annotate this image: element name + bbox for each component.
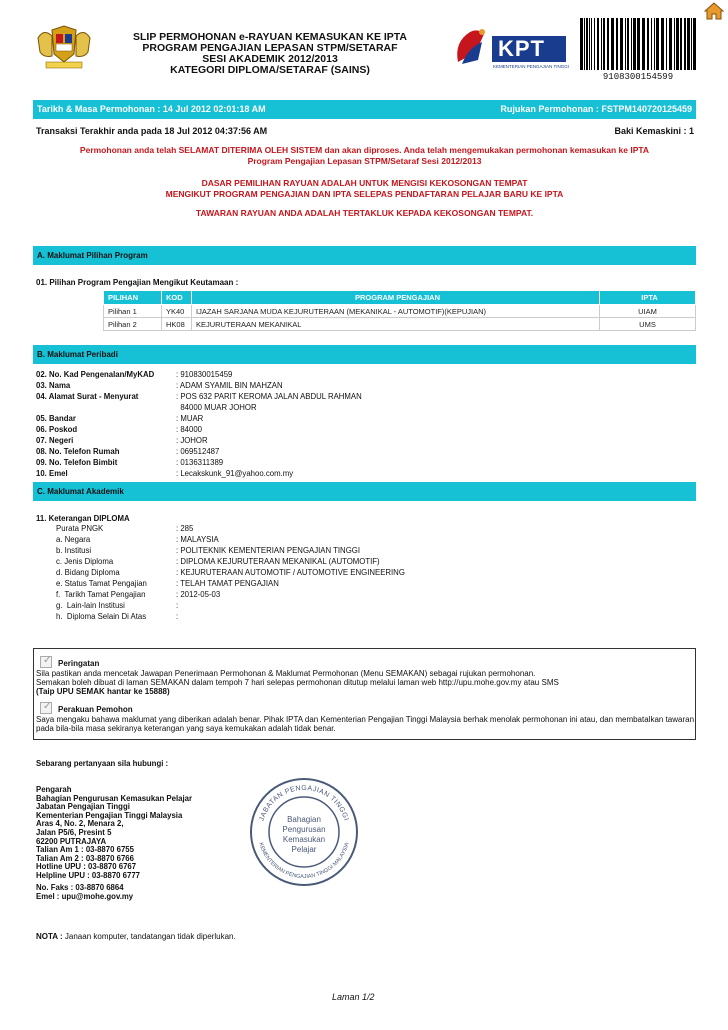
- barcode-bar: [651, 18, 652, 70]
- program-choice-subtitle: 01. Pilihan Program Pengajian Mengikut Keutamaan :: [36, 278, 239, 287]
- svg-text:JABATAN PENGAJIAN TINGGI: JABATAN PENGAJIAN TINGGI: [258, 784, 350, 822]
- note-text: Janaan komputer, tandatangan tidak diperlukan.: [62, 932, 236, 941]
- contact-phones: Talian Am 1 : 03-8870 6755 Talian Am 2 : 03-8870 6766 Hotline UPU : 03-8870 6767 Helpline UPU : 03-8870 6777: [36, 845, 141, 880]
- barcode-bar: [611, 18, 614, 70]
- field-label: h. Diploma Selain Di Atas: [56, 612, 147, 621]
- kpt-logo-text: KPT: [498, 36, 545, 61]
- application-date: Tarikh & Masa Permohonan : 14 Jul 2012 02:01:18 AM: [37, 104, 266, 114]
- field-label: c. Jenis Diploma: [56, 557, 114, 566]
- field-label: e. Status Tamat Pengajian: [56, 579, 147, 588]
- home-icon[interactable]: [704, 2, 724, 20]
- warning-line-2: Semakan boleh dibuat di laman SEMAKAN dalam tempoh 7 hari selepas permohonan ditutup melalui laman web http://upu.mohe.gov.my atau SMS: [36, 678, 559, 687]
- barcode-bar: [620, 18, 623, 70]
- barcode: [578, 18, 698, 70]
- section-a-header: [33, 246, 696, 265]
- notice-line-5: TAWARAN RAYUAN ANDA ADALAH TERTAKLUK KEPADA KEKOSONGAN TEMPAT.: [195, 208, 534, 218]
- barcode-bar: [676, 18, 679, 70]
- field-value: :: [176, 612, 179, 621]
- declaration-line-2: pada bila-bila masa sekiranya keterangan yang saya kemukakan adalah tidak benar.: [36, 724, 336, 733]
- barcode-bar: [691, 18, 692, 70]
- official-stamp: [248, 776, 360, 888]
- barcode-bar: [687, 18, 690, 70]
- field-value: : JOHOR: [176, 436, 208, 445]
- col-header-code: KOD: [162, 291, 192, 305]
- col-header-ipta: IPTA: [600, 291, 696, 305]
- notice-line-4: MENGIKUT PROGRAM PENGAJIAN DAN IPTA SELEPAS PENDAFTARAN PELAJAR BARU KE IPTA: [165, 189, 564, 199]
- barcode-bar: [693, 18, 696, 70]
- barcode-bar: [642, 18, 645, 70]
- section-c-header: [33, 482, 696, 501]
- col-header-program: PROGRAM PENGAJIAN: [192, 291, 600, 305]
- barcode-bar: [594, 18, 595, 70]
- cell-code: YK40: [162, 305, 192, 318]
- cell-code: HK08: [162, 318, 192, 331]
- field-value: : 069512487: [176, 447, 220, 456]
- barcode-bar: [616, 18, 618, 70]
- declaration-title: Perakuan Pemohon: [58, 705, 133, 714]
- field-value: : 285: [176, 524, 194, 533]
- barcode-bar: [669, 18, 672, 70]
- notes-box: [33, 648, 696, 740]
- contact-email: Emel : upu@mohe.gov.my: [36, 892, 134, 901]
- note: [36, 932, 236, 942]
- application-info-bar: [33, 100, 696, 119]
- field-value: : 910830015459: [176, 370, 233, 379]
- field-label: g. Lain-lain Institusi: [56, 601, 125, 610]
- svg-text:Pengurusan: Pengurusan: [282, 825, 326, 834]
- checkmark-icon: [40, 702, 52, 714]
- section-b-title: B. Maklumat Peribadi: [37, 350, 118, 359]
- notice-line-3: DASAR PEMILIHAN RAYUAN ADALAH UNTUK MENGISI KEKOSONGAN TEMPAT: [201, 178, 528, 188]
- application-reference: Rujukan Permohonan : FSTPM140720125459: [500, 104, 692, 114]
- svg-text:Bahagian: Bahagian: [287, 815, 321, 824]
- barcode-number: 9108300154599: [602, 72, 674, 82]
- cell-choice: Pilihan 2: [104, 318, 162, 331]
- barcode-bar: [601, 18, 602, 70]
- declaration-line-1: Saya mengaku bahawa maklumat yang diberikan adalah benar. Pihak IPTA dan Kementerian Pengajian Tinggi Malaysia berhak menolak permohonan ini atau, dan membatalkan tawaran: [36, 715, 695, 724]
- barcode-bar: [674, 18, 675, 70]
- kpt-logo-subtitle: KEMENTERIAN PENGAJIAN TINGGI: [493, 64, 569, 69]
- warning-line-1: Sila pastikan anda mencetak Jawapan Penerimaan Permohonan & Maklumat Permohonan (Menu SEMAKAN) sebagai rujukan permohonan.: [36, 669, 536, 678]
- field-value: : TELAH TAMAT PENGAJIAN: [176, 579, 279, 588]
- barcode-bar: [625, 18, 626, 70]
- field-value: : MUAR: [176, 414, 204, 423]
- field-label: d. Bidang Diploma: [56, 568, 120, 577]
- field-value: : 2012-05-03: [176, 590, 221, 599]
- barcode-bar: [654, 18, 655, 70]
- field-label: 07. Negeri: [36, 436, 74, 445]
- field-label: Purata PNGK: [56, 524, 104, 533]
- note-label: NOTA :: [36, 932, 63, 941]
- field-label: a. Negara: [56, 535, 91, 544]
- field-label: 03. Nama: [36, 381, 71, 390]
- cell-choice: Pilihan 1: [104, 305, 162, 318]
- notice-line-1: Permohonan anda telah SELAMAT DITERIMA OLEH SISTEM dan akan diproses. Anda telah mengemukakan permohonan kemasukan ke IPTA: [79, 145, 650, 155]
- field-label: 05. Bandar: [36, 414, 76, 423]
- notice-line-2: Program Pengajian Lepasan STPM/Setaraf Sesi 2012/2013: [247, 156, 482, 166]
- cell-ipta: UMS: [600, 318, 696, 331]
- contact-heading: Sebarang pertanyaan sila hubungi :: [36, 759, 169, 768]
- barcode-bar: [631, 18, 632, 70]
- field-label: 04. Alamat Surat - Menyurat: [36, 392, 139, 401]
- barcode-bar: [666, 18, 667, 70]
- barcode-bar: [637, 18, 640, 70]
- barcode-bar: [633, 18, 636, 70]
- kpt-logo: [452, 22, 570, 74]
- section-a-title: A. Maklumat Pilihan Program: [37, 251, 148, 260]
- table-row: [104, 305, 696, 318]
- field-value: : Lecakskunk_91@yahoo.com.my: [176, 469, 294, 478]
- section-b-header: [33, 345, 696, 364]
- contact-fax: No. Faks : 03-8870 6864: [36, 883, 124, 892]
- barcode-bar: [627, 18, 629, 70]
- program-choice-table: [103, 290, 696, 331]
- cell-program: KEJURUTERAAN MEKANIKAL: [192, 318, 600, 331]
- barcode-bar: [684, 18, 686, 70]
- field-label: 10. Emel: [36, 469, 68, 478]
- field-label: 06. Poskod: [36, 425, 78, 434]
- slip-title: SLIP PERMOHONAN e-RAYUAN KEMASUKAN KE IPTA PROGRAM PENGAJIAN LEPASAN STPM/SETARAF SESI AKADEMIK 2012/2013 KATEGORI DIPLOMA/SETARAF (SAINS): [133, 31, 407, 76]
- barcode-bar: [597, 18, 599, 70]
- barcode-bar: [586, 18, 588, 70]
- field-value: : POLITEKNIK KEMENTERIAN PENGAJIAN TINGGI: [176, 546, 360, 555]
- barcode-bar: [580, 18, 583, 70]
- field-value: : KEJURUTERAAN AUTOMOTIF / AUTOMOTIVE ENGINEERING: [176, 568, 405, 577]
- col-header-choice: PILIHAN: [104, 291, 162, 305]
- academic-info-list: [0, 524, 728, 624]
- contact-address: Pengarah Bahagian Pengurusan Kemasukan Pelajar Jabatan Pengajian Tinggi Kementerian Pengajian Tinggi Malaysia Aras 4, No. 2, Menara 2, Jalan P5/6, Presint 5 62200 PUTRAJAYA: [36, 785, 192, 846]
- barcode-bar: [680, 18, 682, 70]
- warning-line-3: (Taip UPU SEMAK hantar ke 15888): [36, 687, 170, 696]
- table-row: [104, 318, 696, 331]
- barcode-bar: [603, 18, 605, 70]
- diploma-subtitle: 11. Keterangan DIPLOMA: [36, 514, 130, 523]
- cell-program: IJAZAH SARJANA MUDA KEJURUTERAAN (MEKANIKAL - AUTOMOTIF)(KEPUJIAN): [192, 305, 600, 318]
- field-label: f. Tarikh Tamat Pengajian: [56, 590, 146, 599]
- checkmark-icon: [40, 656, 52, 668]
- last-transaction: Transaksi Terakhir anda pada 18 Jul 2012 04:37:56 AM: [36, 126, 268, 136]
- field-label: b. Institusi: [56, 546, 92, 555]
- field-label: 09. No. Telefon Bimbit: [36, 458, 118, 467]
- page-number: Laman 1/2: [332, 992, 375, 1002]
- malaysia-crest-logo: [34, 24, 94, 72]
- field-value: : 84000: [176, 425, 203, 434]
- update-balance: Baki Kemaskini : 1: [614, 126, 694, 136]
- field-value: : MALAYSIA: [176, 535, 219, 544]
- personal-info-list: [0, 370, 728, 480]
- svg-text:Kemasukan: Kemasukan: [282, 835, 326, 844]
- svg-text:KEMENTERIAN PENGAJIAN TINGGI M: KEMENTERIAN PENGAJIAN TINGGI MALAYSIA: [257, 842, 351, 881]
- section-c-title: C. Maklumat Akademik: [37, 487, 124, 496]
- field-value: : 0136311389: [176, 458, 224, 467]
- barcode-bar: [607, 18, 609, 70]
- svg-text:Pelajar: Pelajar: [291, 845, 317, 854]
- cell-ipta: UIAM: [600, 305, 696, 318]
- field-value: 84000 MUAR JOHOR: [176, 403, 257, 412]
- barcode-bar: [584, 18, 585, 70]
- field-value: :: [176, 601, 179, 610]
- barcode-bar: [656, 18, 659, 70]
- field-value: : POS 632 PARIT KEROMA JALAN ABDUL RAHMAN: [176, 392, 362, 401]
- barcode-bar: [591, 18, 592, 70]
- field-value: : DIPLOMA KEJURUTERAAN MEKANIKAL (AUTOMOTIF): [176, 557, 380, 566]
- field-value: : ADAM SYAMIL BIN MAHZAN: [176, 381, 283, 390]
- warning-title: Peringatan: [58, 659, 100, 668]
- barcode-bar: [661, 18, 664, 70]
- table-header-row: [104, 291, 696, 305]
- field-label: 08. No. Telefon Rumah: [36, 447, 120, 456]
- field-label: 02. No. Kad Pengenalan/MyKAD: [36, 370, 155, 379]
- barcode-bar: [647, 18, 649, 70]
- barcode-bar: [589, 18, 590, 70]
